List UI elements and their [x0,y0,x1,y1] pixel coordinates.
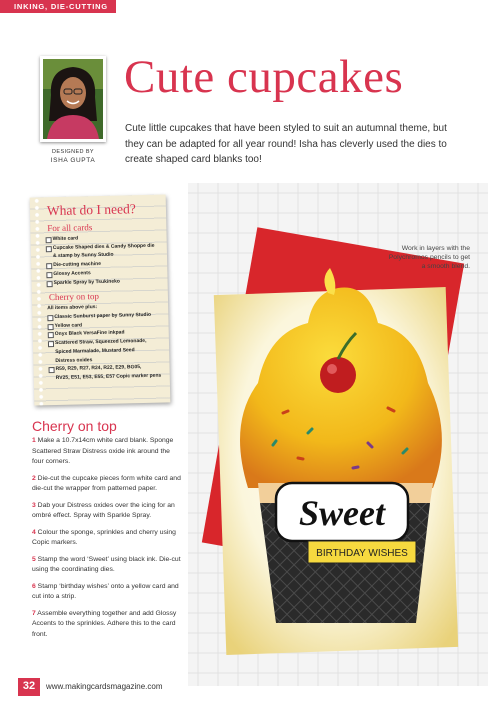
step-number: 6 [32,582,36,590]
list-item: Onyx Black VersaFine inkpad [48,328,166,339]
designed-by-label: DESIGNED BY [52,149,94,155]
step-text: Die-cut the cupcake pieces form white card and die-cut the wrapper from patterned paper. [32,474,181,492]
materials-list-card [30,194,171,405]
instruction-steps [32,436,182,646]
cherry-on-top-heading: Cherry on top [48,291,100,303]
list-item: Die-cutting machine [46,259,164,270]
step-2 [32,474,182,495]
list-item: Sparkle Spray by Tsukineko [47,276,165,287]
list-item: White card [46,233,164,244]
footer-url: www.makingcardsmagazine.com [46,682,163,691]
page-number: 32 [18,678,40,696]
step-4 [32,528,182,549]
list-item: RV25, E51, E53, E55, E57 Copic marker pens [55,372,162,381]
list-item: Distress oxides [55,356,93,364]
cherry-list [47,311,167,383]
list-item: Classic Sunburst paper by Sunny Studio [47,311,165,322]
materials-title: What do I need? [46,201,136,219]
step-1 [32,436,182,468]
step-number: 5 [32,555,36,563]
section-tab: INKING, DIE-CUTTING [0,0,116,13]
step-text: Dab your Distress oxides over the icing for an ombré effect. Spray with Sparkle Spray. [32,501,175,519]
step-number: 1 [32,437,36,444]
list-item: & stamp by Sunny Studio [52,252,114,260]
step-7 [32,609,182,641]
list-item: Spiced Marmalade, Mustard Seed [55,347,135,355]
step-text: Make a 10.7x14cm white card blank. Sponge Scattered Straw Distress oxide ink around the four corners. [32,437,174,465]
intro-text: Cute little cupcakes that have been styled to suit an autumnal theme, but they can be adapted for all year round! Isha has cleverly used the dies to create shaped card blanks too! [125,123,447,165]
step-number: 3 [32,501,36,509]
step-5 [32,555,182,576]
list-item: R59, R29, R27, R24, R22, E29, BG05, [48,363,166,374]
items-above-plus: All items above plus: [47,304,98,312]
step-number: 7 [32,609,36,617]
step-3 [32,501,182,522]
list-item: Scattered Straw, Squeezed Lemonade, [48,337,166,348]
step-number: 4 [32,528,36,536]
perforation [34,197,45,405]
designer-name: ISHA GUPTA [50,157,96,164]
page-title: Cute cupcakes [124,51,404,103]
for-all-cards-list [46,233,165,288]
photo-note: Work in layers with the Polychromos pencils to get a smooth blend. [388,245,470,270]
instructions-heading: Cherry on top [32,418,117,434]
step-text: Colour the sponge, sprinkles and cherry using Copic markers. [32,528,176,546]
list-item: Glossy Accents [46,267,164,278]
step-text: Stamp the word ‘Sweet’ using black ink. Die-cut using the coordinating dies. [32,555,181,573]
sweet-sentiment: Sweet [299,493,385,533]
step-6 [32,582,182,603]
list-item: Yellow card [47,319,165,330]
step-text: Assemble everything together and add Glossy Accents to the sprinkles. Adhere this to the card front. [32,609,177,638]
birthday-wishes-strip: BIRTHDAY WISHES [316,548,408,559]
designer-photo [40,56,106,142]
for-all-cards-heading: For all cards [47,222,93,234]
step-number: 2 [32,474,36,482]
step-text: Stamp ‘birthday wishes’ onto a yellow card and cut into a strip. [32,582,179,600]
list-item: Cupcake Shaped dies & Candy Shoppe die [46,241,164,252]
